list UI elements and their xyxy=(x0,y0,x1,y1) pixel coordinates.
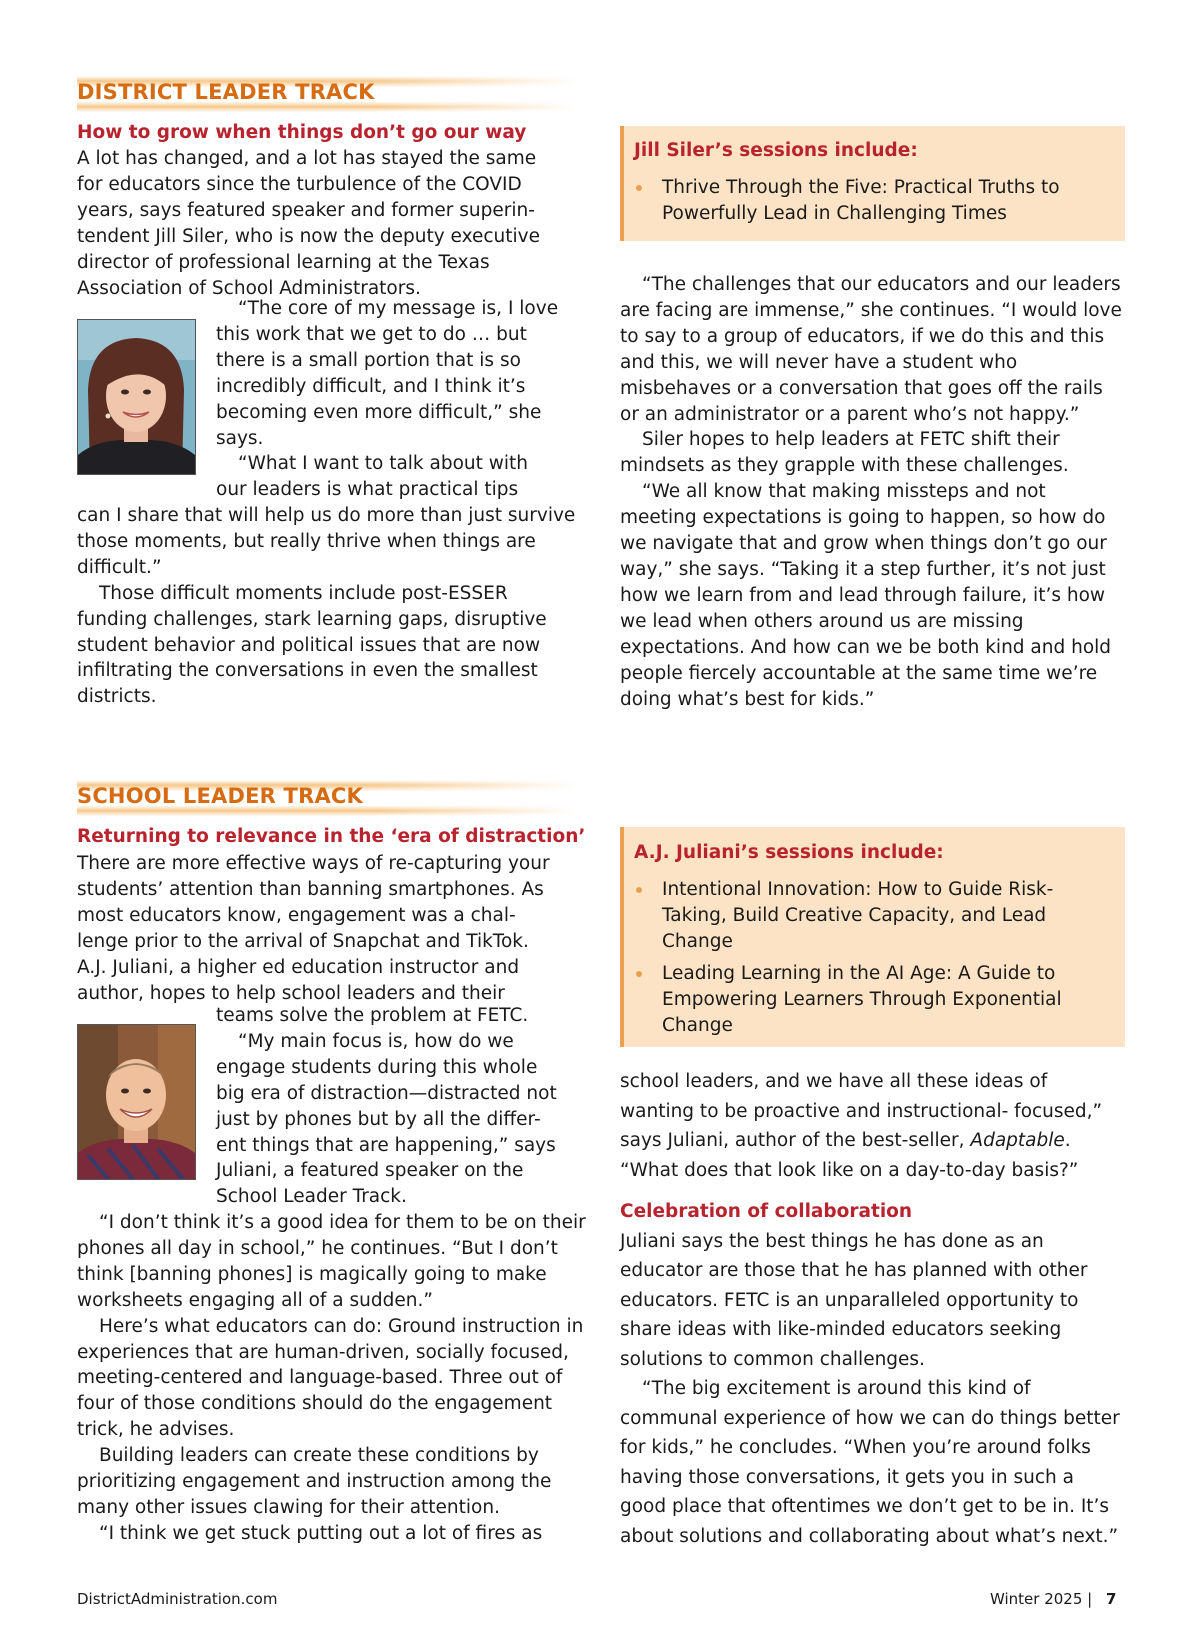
paragraph: Juliani says the best things he has done as an educator are those that he has planned with other educators. FETC is an unparalleled opportunity to share ideas with like-minded educators seeking solutions to common challenges. xyxy=(620,1230,1088,1370)
session-item: Intentional Innovation: How to Guide Risk-Taking, Build Creative Capacity, and Lead Change xyxy=(634,877,1115,955)
text-line: engage students during this whole xyxy=(216,1056,538,1078)
school-track-title: SCHOOL LEADER TRACK xyxy=(77,784,363,808)
text-line: just by phones but by all the differ- xyxy=(216,1108,541,1130)
district-continue-text xyxy=(77,503,577,710)
text-line: our leaders is what practical tips xyxy=(216,479,519,501)
text-line: There are more effective ways of re-capturing your xyxy=(77,853,550,874)
text-line: teams solve the problem at FETC. xyxy=(216,1005,529,1026)
district-right-column xyxy=(620,272,1125,712)
text-line: Juliani, a featured speaker on the xyxy=(216,1160,524,1182)
text-line: “My main focus is, how do we xyxy=(238,1030,514,1052)
text-line: incredibly difficult, and I think it’s xyxy=(216,375,526,397)
footer-page-number: 7 xyxy=(1106,1590,1117,1608)
sessions-list xyxy=(634,175,1115,233)
text-line: “The core of my message is, I love xyxy=(238,298,559,319)
school-left-continue xyxy=(77,1210,587,1547)
session-item: Thrive Through the Five: Practical Truths to Powerfully Lead in Challenging Times xyxy=(634,175,1115,227)
paragraph: Those difficult moments include post-ESSER funding challenges, stark learning gaps, disruptive student behavior and political issues that are now infiltrating the conversations in even the smallest districts. xyxy=(77,582,547,708)
text-line: big era of distraction—distracted not xyxy=(216,1082,557,1104)
text-line: lenge prior to the arrival of Snapchat and TikTok. xyxy=(77,930,529,952)
text-line: most educators know, engagement was a chal- xyxy=(77,904,516,926)
text-line: A.J. Juliani, a higher ed education instructor and xyxy=(77,956,520,978)
paragraph: Here’s what educators can do: Ground instruction in experiences that are human-driven, socially focused, meeting-centered and language-based. Three out of four of those conditions should do the engagement trick, he advises. xyxy=(77,1315,584,1441)
text-line: ent things that are happening,” says xyxy=(216,1134,556,1156)
text-line: author, hopes to help school leaders and their xyxy=(77,982,505,1004)
paragraph: “The big excitement is around this kind of communal experience of how we can do things better for kids,” he concludes. “When you’re around folks having those conversations, it gets you in such a good place that oftentimes we don’t get to be in. It’s about solutions and collaborating about what’s next.” xyxy=(620,1378,1120,1547)
school-right-column xyxy=(620,1067,1125,1551)
text-line: Association of School Administrators. xyxy=(77,277,421,299)
jill-siler-photo xyxy=(77,319,196,475)
celebration-subhead: Celebration of collaboration xyxy=(620,1201,913,1222)
district-wrap-text xyxy=(216,296,586,503)
text-line: this work that we get to do … but xyxy=(216,323,527,345)
text-line: A lot has changed, and a lot has stayed the same xyxy=(77,148,537,169)
text-line: “What I want to talk about with xyxy=(238,453,529,475)
paragraph: “I don’t think it’s a good idea for them to be on their phones all day in school,” he continues. “But I don’t think [banning phones] is magically going to make worksheets engaging all of a sudden.” xyxy=(77,1212,586,1311)
school-intro xyxy=(77,851,587,1006)
paragraph xyxy=(620,1067,1125,1185)
school-track-header xyxy=(77,780,577,816)
text-line: students’ attention than banning smartphones. As xyxy=(77,878,544,900)
text-line: for educators since the turbulence of the COVID xyxy=(77,173,522,195)
paragraph: “I think we get stuck putting out a lot of fires as xyxy=(99,1522,543,1544)
text-line: years, says featured speaker and former superin- xyxy=(77,199,535,221)
footer-issue: Winter 2025 | xyxy=(990,1590,1093,1608)
district-intro xyxy=(77,146,577,301)
paragraph: Building leaders can create these conditions by prioritizing engagement and instruction among the many other issues clawing for their attention. xyxy=(77,1445,552,1518)
sessions-title: A.J. Juliani’s sessions include: xyxy=(634,842,944,863)
text-line: School Leader Track. xyxy=(216,1186,407,1208)
paragraph: “We all know that making missteps and not meeting expectations is going to happen, so how do we navigate that and grow when things don’t go our way,” she says. “Taking it a step further, it’s not just how we learn from and lead through failure, it’s how we lead when others around us are missing expectations. And how can we be both kind and hold people fiercely accountable at the same time we’re doing what’s best for kids.” xyxy=(620,481,1112,710)
text-line: director of professional learning at the Texas xyxy=(77,251,490,273)
paragraph: “The challenges that our educators and our leaders are facing are immense,” she continues. “I would love to say to a group of educators, if we do this and this and this, we will never have a student who misbehaves or a conversation that goes off the rails or an administrator or a parent who’s not happy.” xyxy=(620,274,1122,425)
text-line: says. xyxy=(216,427,264,449)
aj-juliani-photo xyxy=(77,1024,196,1180)
text-run: school leaders, and we have all these ideas of wanting to be proactive and instructional- focused,” says Juliani, author of the best-seller, xyxy=(620,1071,1103,1151)
text-line: becoming even more difficult,” she xyxy=(216,401,542,423)
district-subhead: How to grow when things don’t go our way xyxy=(77,122,527,143)
school-subhead: Returning to relevance in the ‘era of distraction’ xyxy=(77,826,586,847)
district-track-header xyxy=(77,76,577,112)
book-title: Adaptable xyxy=(970,1130,1065,1151)
sessions-title: Jill Siler’s sessions include: xyxy=(634,140,918,161)
footer-site: DistrictAdministration.com xyxy=(77,1590,278,1608)
aj-juliani-sessions-box xyxy=(620,827,1125,1047)
school-wrap-text xyxy=(216,1003,596,1210)
sessions-list xyxy=(634,877,1115,1044)
district-track-title: DISTRICT LEADER TRACK xyxy=(77,80,375,104)
text-run: . “What does that look like on a day-to-day basis?” xyxy=(620,1130,1079,1181)
paragraph: Siler hopes to help leaders at FETC shift their mindsets as they grapple with these challenges. xyxy=(620,429,1069,477)
session-item: Leading Learning in the AI Age: A Guide to Empowering Learners Through Exponential Change xyxy=(634,961,1115,1039)
text-line: tendent Jill Siler, who is now the deputy executive xyxy=(77,225,540,247)
jill-siler-sessions-box xyxy=(620,126,1125,241)
paragraph: can I share that will help us do more than just survive those moments, but really thrive when things are difficult.” xyxy=(77,505,576,578)
text-line: there is a small portion that is so xyxy=(216,349,521,371)
